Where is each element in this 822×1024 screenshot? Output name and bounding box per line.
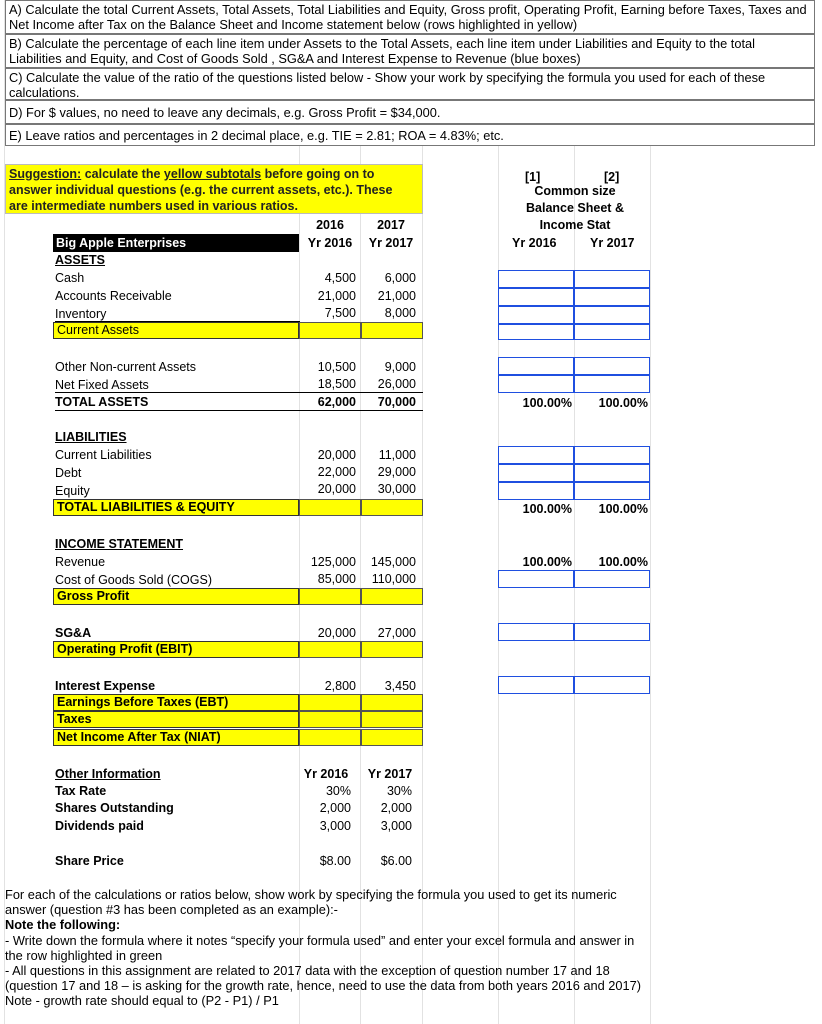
pct-other-noncurrent-2016[interactable] (498, 357, 574, 375)
asset-value-2017: 9,000 (384, 360, 416, 374)
asset-value-2016: 4,500 (324, 271, 356, 285)
revenue-label: Revenue (55, 555, 106, 569)
instruction-b: B) Calculate the percentage of each line item under Assets to the Total Assets, each line item under Liabilities and Equity to the total Liabilities and Equity, and Cost of Goods Sold , SG&A and Interest Expense to Revenue (blue boxes) (5, 34, 815, 68)
suggestion-line3: are intermediate numbers used in various ratios. (9, 199, 298, 213)
shares-label: Shares Outstanding (55, 801, 174, 815)
asset-value-2017: 6,000 (384, 271, 416, 285)
year-2017-header: 2017 (377, 218, 405, 232)
grid-line (4, 0, 5, 1024)
taxes-2017-cell[interactable] (361, 711, 423, 728)
liability-value-2017: 30,000 (377, 482, 416, 496)
pct-other-noncurrent-2017[interactable] (574, 357, 650, 375)
revenue-pct-2017: 100.00% (598, 555, 648, 569)
grid-line (650, 0, 651, 1024)
pct-interest-2016[interactable] (498, 676, 574, 694)
asset-value-2016: 7,500 (324, 306, 356, 320)
bottom-line2: - Write down the formula where it notes “specify your formula used” and enter your excel formula and answer in the row highlighted in green (5, 932, 635, 963)
share-price-label: Share Price (55, 854, 124, 868)
ebt-2016-cell[interactable] (299, 694, 361, 711)
instruction-c: C) Calculate the value of the ratio of the questions listed below - Show your work by specifying the formula you used for each of these calculations. (5, 68, 815, 100)
gross-profit-2016-cell[interactable] (299, 588, 361, 605)
instruction-a: A) Calculate the total Current Assets, Total Assets, Total Liabilities and Equity, Gross profit, Operating Profit, Earning before Taxes, Taxes and Net Income after Tax on the Balance Sheet and Income statement below (rows highlighted in yellow) (5, 0, 815, 34)
pct-inventory-2016[interactable] (498, 306, 574, 324)
total-liabilities-2016-cell[interactable] (299, 499, 361, 516)
suggestion-line2: answer individual questions (e.g. the current assets, etc.). These (9, 183, 393, 197)
col1-tag: [1] (525, 170, 541, 184)
other-yr-2017-header: Yr 2017 (367, 767, 413, 781)
asset-label: Cash (55, 271, 85, 285)
liabilities-title: LIABILITIES (55, 430, 127, 444)
shares-2016: 2,000 (319, 801, 351, 815)
ebit-2016-cell[interactable] (299, 641, 361, 658)
asset-value-2017: 26,000 (377, 377, 416, 391)
ebt-label: Earnings Before Taxes (EBT) (53, 694, 299, 711)
divider (55, 410, 423, 411)
liability-value-2017: 11,000 (378, 448, 416, 462)
pct-sga-2017[interactable] (574, 623, 650, 641)
suggestion-lead: Suggestion: (9, 167, 82, 181)
yr-2016-header: Yr 2016 (307, 236, 353, 250)
total-liabilities-pct-2016: 100.00% (522, 502, 572, 516)
sga-2016: 20,000 (317, 626, 356, 640)
pct-ar-2017[interactable] (574, 288, 650, 306)
total-assets-label: TOTAL ASSETS (55, 395, 149, 409)
asset-label: Inventory (55, 307, 107, 321)
total-liabilities-pct-2017: 100.00% (598, 502, 648, 516)
pct-net-fixed-2016[interactable] (498, 375, 574, 393)
pct-net-fixed-2017[interactable] (574, 375, 650, 393)
suggestion-yellow-subtotals: yellow subtotals (163, 167, 262, 181)
asset-label: Net Fixed Assets (55, 378, 149, 392)
common-size-subtitle: Balance Sheet & (526, 201, 624, 215)
note-title: Note the following: (5, 917, 121, 933)
suggestion-text: before going on to (264, 167, 375, 181)
current-assets-2017-cell[interactable] (361, 322, 423, 339)
niat-2016-cell[interactable] (299, 729, 361, 746)
pct-cogs-2017[interactable] (574, 570, 650, 588)
col2-tag: [2] (604, 170, 620, 184)
dividends-label: Dividends paid (55, 819, 144, 833)
cogs-label: Cost of Goods Sold (COGS) (55, 573, 213, 587)
bottom-line4: Note - growth rate should equal to (P2 - P1) / P1 (5, 993, 279, 1009)
company-title: Big Apple Enterprises (53, 234, 299, 252)
asset-value-2016: 10,500 (317, 360, 356, 374)
total-liabilities-2017-cell[interactable] (361, 499, 423, 516)
bottom-line3: - All questions in this assignment are related to 2017 data with the exception of question number 17 and 18 (question 17 and 18 – is asking for the growth rate, hence, need to use the data from both years 2016 and 2017) (5, 963, 642, 994)
cogs-2017: 110,000 (371, 572, 416, 586)
pct-cogs-2016[interactable] (498, 570, 574, 588)
liability-value-2016: 22,000 (317, 465, 356, 479)
revenue-2016: 125,000 (310, 555, 356, 569)
sga-2017: 27,000 (377, 626, 416, 640)
yr-2017-header: Yr 2017 (368, 236, 414, 250)
common-size-subtitle2: Income Stat (539, 218, 611, 232)
tax-rate-2017: 30% (386, 784, 412, 798)
pct-ar-2016[interactable] (498, 288, 574, 306)
pct-cash-2016[interactable] (498, 270, 574, 288)
tax-rate-2016: 30% (325, 784, 351, 798)
pct-current-liabilities-2016[interactable] (498, 446, 574, 464)
liability-label: Current Liabilities (55, 448, 152, 462)
pct-current-liabilities-2017[interactable] (574, 446, 650, 464)
taxes-label: Taxes (53, 711, 299, 728)
pct-debt-2016[interactable] (498, 464, 574, 482)
pct-current-assets-2016[interactable] (498, 324, 574, 340)
divider (55, 392, 423, 393)
asset-label: Accounts Receivable (55, 289, 172, 303)
income-title: INCOME STATEMENT (55, 537, 184, 551)
niat-2017-cell[interactable] (361, 729, 423, 746)
year-2016-header: 2016 (316, 218, 344, 232)
other-yr-2016-header: Yr 2016 (303, 767, 349, 781)
bottom-line1: For each of the calculations or ratios below, show work by specifying the formula you used to get its numeric answer (question #3 has been completed as an example):- (5, 887, 617, 918)
tax-rate-label: Tax Rate (55, 784, 107, 798)
pct-equity-2016[interactable] (498, 482, 574, 500)
ebt-2017-cell[interactable] (361, 694, 423, 711)
pct-interest-2017[interactable] (574, 676, 650, 694)
liability-value-2016: 20,000 (317, 448, 356, 462)
dividends-2017: 3,000 (380, 819, 412, 833)
liability-value-2017: 29,000 (377, 465, 416, 479)
asset-value-2017: 21,000 (377, 289, 416, 303)
liability-label: Debt (55, 466, 82, 480)
suggestion-text: calculate the (84, 167, 161, 181)
liability-value-2016: 20,000 (317, 482, 356, 496)
bottom-note (5, 887, 645, 1009)
sga-label: SG&A (55, 626, 92, 640)
shares-2017: 2,000 (380, 801, 412, 815)
pct-inventory-2017[interactable] (574, 306, 650, 324)
total-assets-pct-2017: 100.00% (598, 396, 648, 410)
current-assets-label: Current Assets (53, 322, 299, 339)
asset-value-2017: 8,000 (384, 306, 416, 320)
instruction-d: D) For $ values, no need to leave any decimals, e.g. Gross Profit = $34,000. (5, 100, 815, 124)
total-assets-2016: 62,000 (317, 395, 356, 409)
gross-profit-label: Gross Profit (53, 588, 299, 605)
cs-yr-2017-header: Yr 2017 (590, 236, 635, 250)
niat-label: Net Income After Tax (NIAT) (53, 729, 299, 746)
total-assets-pct-2016: 100.00% (522, 396, 572, 410)
ebit-2017-cell[interactable] (361, 641, 423, 658)
common-size-title: Common size (534, 184, 616, 198)
grid-line (574, 0, 575, 1024)
suggestion-box (5, 164, 423, 214)
pct-sga-2016[interactable] (498, 623, 574, 641)
cs-yr-2016-header: Yr 2016 (512, 236, 557, 250)
asset-label: Other Non-current Assets (55, 360, 197, 374)
taxes-2016-cell[interactable] (299, 711, 361, 728)
share-price-2017: $6.00 (380, 854, 412, 868)
interest-2017: 3,450 (384, 679, 416, 693)
revenue-pct-2016: 100.00% (522, 555, 572, 569)
gross-profit-2017-cell[interactable] (361, 588, 423, 605)
pct-cash-2017[interactable] (574, 270, 650, 288)
interest-2016: 2,800 (324, 679, 356, 693)
pct-equity-2017[interactable] (574, 482, 650, 500)
share-price-2016: $8.00 (319, 854, 351, 868)
ebit-label: Operating Profit (EBIT) (53, 641, 299, 658)
cogs-2016: 85,000 (317, 572, 356, 586)
liability-label: Equity (55, 484, 90, 498)
assets-title: ASSETS (55, 253, 106, 267)
total-assets-2017: 70,000 (377, 395, 416, 409)
interest-label: Interest Expense (55, 679, 156, 693)
total-liabilities-equity-label: TOTAL LIABILITIES & EQUITY (53, 499, 299, 516)
asset-value-2016: 21,000 (317, 289, 356, 303)
grid-line (498, 0, 499, 1024)
revenue-2017: 145,000 (370, 555, 416, 569)
instruction-e: E) Leave ratios and percentages in 2 decimal place, e.g. TIE = 2.81; ROA = 4.83%; etc. (5, 124, 815, 146)
dividends-2016: 3,000 (319, 819, 351, 833)
current-assets-2016-cell[interactable] (299, 322, 361, 339)
asset-value-2016: 18,500 (317, 377, 356, 391)
pct-debt-2017[interactable] (574, 464, 650, 482)
other-info-title: Other Information (55, 767, 161, 781)
pct-current-assets-2017[interactable] (574, 324, 650, 340)
